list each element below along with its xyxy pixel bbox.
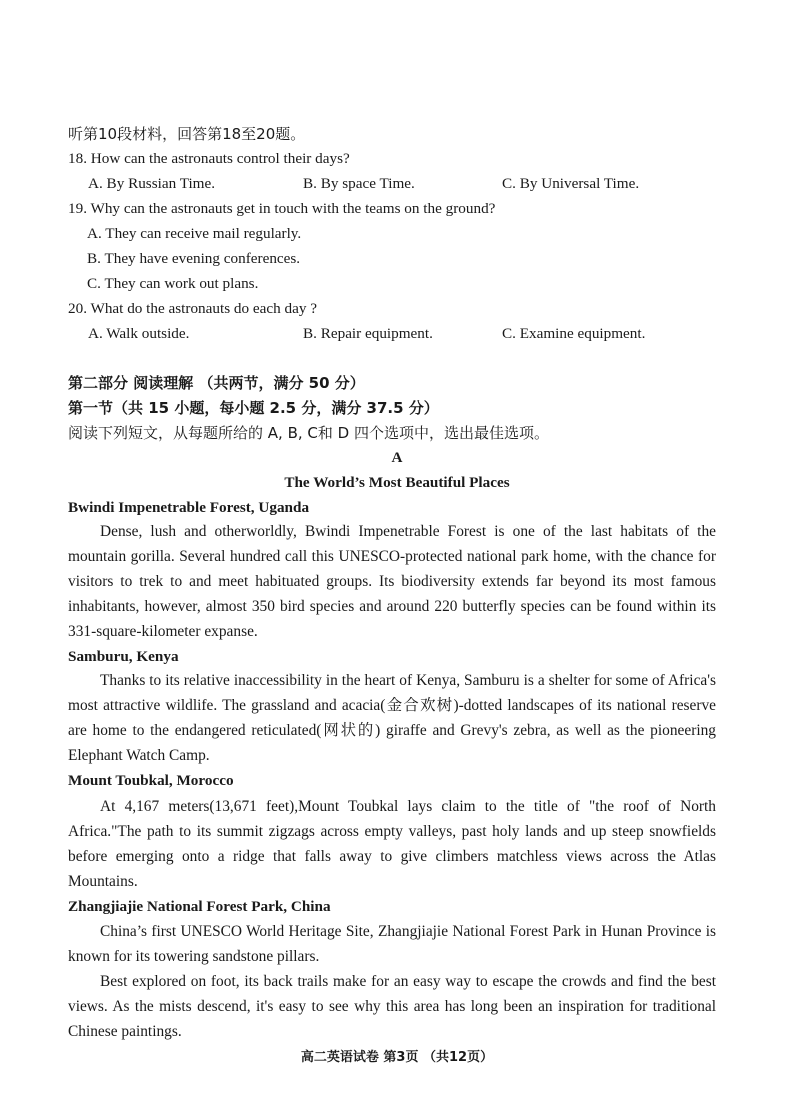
reading-section-title: 第一节（共 15 小题，每小题 2.5 分，满分 37.5 分） bbox=[68, 399, 439, 417]
section-heading: Mount Toubkal, Morocco bbox=[68, 772, 234, 789]
q20-option-b: B. Repair equipment. bbox=[303, 325, 433, 342]
q18-option-b: B. By space Time. bbox=[303, 175, 415, 192]
q18-option-a: A. By Russian Time. bbox=[88, 175, 216, 192]
q19-option-b: B. They have evening conferences. bbox=[87, 250, 301, 267]
page-footer: 高二英语试卷 第3页 （共12页） bbox=[300, 1050, 494, 1065]
q20-question: 20. What do the astronauts do each day ? bbox=[68, 300, 317, 317]
q18-option-c: C. By Universal Time. bbox=[502, 175, 640, 192]
section-paragraph: Dense, lush and otherworldly, Bwindi Impenetrable Forest is one of the last habitats of the mountain gorilla. Several hundred call this UNESCO-protected national park home, with the chance for visitors to trek to and meet habituated groups. Its biodiversity extends far beyond its most famous inhabitants, however, almost 350 bird species and around 220 butterfly species can be found within its 331-square-kilometer expanse. bbox=[68, 523, 716, 640]
q19-question: 19. Why can the astronauts get in touch with the teams on the ground? bbox=[68, 200, 496, 217]
section-heading: Bwindi Impenetrable Forest, Uganda bbox=[68, 499, 310, 516]
section-paragraph: Thanks to its relative inaccessibility in the heart of Kenya, Samburu is a shelter for some of Africa's most attractive wildlife. The grassland and acacia(金合欢树)-dotted landscapes of its national reserve are home to the endangered reticulated(网状的) giraffe and Grevy's zebra, as well as the pioneering Elephant Watch Camp. bbox=[68, 672, 716, 764]
q19-option-a: A. They can receive mail regularly. bbox=[87, 225, 302, 242]
passage-title: The World’s Most Beautiful Places bbox=[284, 474, 510, 491]
listening-intro: 听第10段材料，回答第18至20题。 bbox=[68, 125, 306, 143]
q19-option-c: C. They can work out plans. bbox=[87, 275, 259, 292]
q20-option-a: A. Walk outside. bbox=[88, 325, 190, 342]
section-heading: Samburu, Kenya bbox=[68, 648, 179, 665]
section-paragraph: China’s first UNESCO World Heritage Site, Zhangjiajie National Forest Park in Hunan Province is known for its towering sandstone pillars. bbox=[68, 923, 716, 965]
passage-letter: A bbox=[391, 449, 403, 466]
q18-question: 18. How can the astronauts control their days? bbox=[68, 150, 350, 167]
reading-instruction: 阅读下列短文，从每题所给的 A, B, C和 D 四个选项中，选出最佳选项。 bbox=[68, 424, 549, 442]
section-paragraph: At 4,167 meters(13,671 feet),Mount Toubkal lays claim to the title of "the roof of North Africa."The path to its summit zigzags across empty valleys, past holy lands and up steep snowfields before emerging onto a ridge that falls away to give climbers matchless views across the Atlas Mountains. bbox=[68, 798, 716, 890]
q20-option-c: C. Examine equipment. bbox=[502, 325, 646, 342]
reading-part-title: 第二部分 阅读理解 （共两节，满分 50 分） bbox=[68, 374, 365, 392]
section-paragraph: Best explored on foot, its back trails make for an easy way to escape the crowds and find the best views. As the mists descend, it's easy to see why this area has long been an inspiration for traditional Chinese paintings. bbox=[68, 973, 716, 1040]
section-heading: Zhangjiajie National Forest Park, China bbox=[68, 898, 331, 915]
